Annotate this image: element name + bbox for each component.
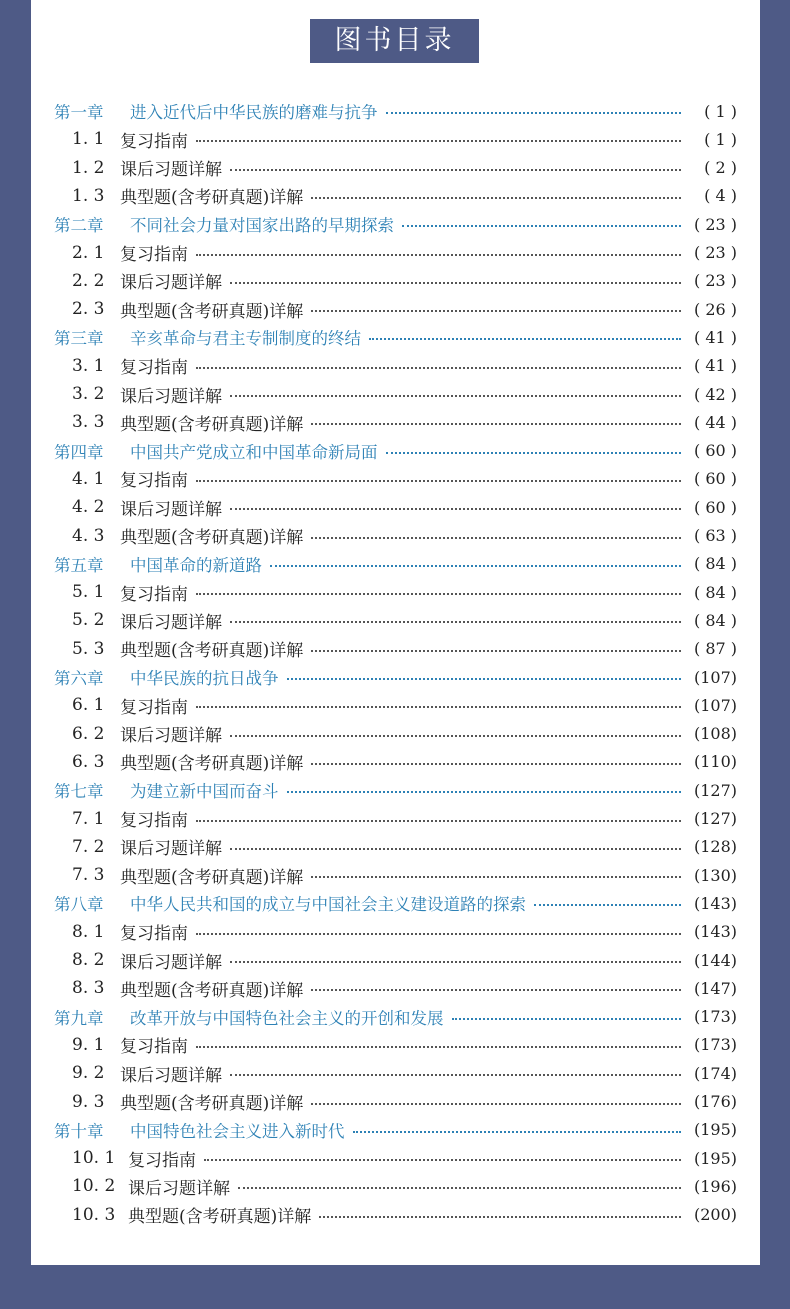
dot-leader (238, 1187, 681, 1189)
toc-section-row[interactable] (31, 1059, 760, 1087)
toc-page-number: ( 26 ) (693, 299, 737, 319)
toc-entry-title: 中国共产党成立和中国革命新局面 (130, 442, 378, 462)
toc-entry-number: 第二章 (54, 216, 104, 236)
toc-section-row[interactable] (31, 522, 760, 550)
toc-section-row[interactable] (31, 1172, 760, 1200)
toc-entry-title: 典型题(含考研真题)详解 (128, 1207, 312, 1228)
toc-entry-number: 2. 3 (72, 299, 105, 320)
toc-section-row[interactable] (31, 861, 760, 889)
toc-entry-number: 3. 1 (72, 355, 105, 376)
toc-page-number: (108) (693, 724, 737, 744)
toc-page-number: ( 60 ) (693, 469, 737, 489)
toc-entry-number: 8. 1 (72, 921, 105, 942)
toc-page-number: ( 1 ) (704, 129, 737, 149)
toc-entry-title: 课后习题详解 (120, 952, 222, 973)
toc-page-number: (128) (693, 837, 737, 857)
toc-entry-number: 第三章 (54, 329, 104, 349)
toc-page-number: ( 87 ) (693, 639, 737, 659)
toc-entry-number: 10. 3 (72, 1204, 116, 1225)
toc-entry-title: 为建立新中国而奋斗 (130, 782, 279, 802)
toc-page-number: ( 84 ) (693, 582, 737, 602)
dot-leader (319, 1216, 681, 1218)
toc-section-row[interactable] (31, 1201, 760, 1229)
toc-page-number: ( 23 ) (693, 243, 737, 262)
toc-page-number: (107) (693, 695, 737, 715)
toc-section-row[interactable] (31, 635, 760, 663)
toc-section-row[interactable] (31, 946, 760, 974)
toc-chapter-row[interactable] (31, 663, 760, 691)
toc-entry-number: 第五章 (54, 555, 104, 575)
dot-leader (204, 1159, 681, 1161)
toc-entry-number: 5. 3 (72, 638, 105, 659)
toc-entry-title: 复习指南 (120, 697, 188, 718)
toc-page (31, 0, 760, 1265)
toc-entry-title: 复习指南 (128, 1150, 196, 1171)
toc-page-number: (195) (693, 1148, 737, 1168)
toc-page-number: ( 42 ) (693, 384, 737, 404)
toc-chapter-row[interactable] (31, 210, 760, 238)
toc-entry-title: 复习指南 (120, 1037, 188, 1058)
dot-leader (230, 1074, 681, 1076)
dot-leader (196, 367, 681, 369)
toc-entry-title: 课后习题详解 (120, 499, 222, 520)
toc-entry-number: 6. 3 (72, 751, 105, 772)
toc-entry-number: 4. 3 (72, 525, 105, 546)
toc-section-row[interactable] (31, 805, 760, 833)
toc-section-row[interactable] (31, 748, 760, 776)
toc-page-number: ( 84 ) (693, 610, 737, 630)
toc-entry-number: 第四章 (54, 442, 104, 462)
toc-entry-title: 改革开放与中国特色社会主义的开创和发展 (130, 1008, 444, 1028)
toc-entry-number: 4. 2 (72, 497, 105, 518)
dot-leader (230, 169, 681, 171)
dot-leader (196, 1046, 681, 1048)
dot-leader (196, 140, 681, 142)
toc-chapter-row[interactable] (31, 1003, 760, 1031)
dot-leader (230, 735, 681, 737)
toc-entry-title: 典型题(含考研真题)详解 (120, 754, 304, 775)
toc-entry-title: 课后习题详解 (120, 726, 222, 747)
toc-section-row[interactable] (31, 691, 760, 719)
toc-page-number: (127) (693, 809, 737, 828)
toc-entry-title: 课后习题详解 (120, 386, 222, 407)
toc-entry-number: 1. 2 (72, 157, 105, 178)
toc-entry-title: 复习指南 (120, 584, 188, 605)
dot-leader (386, 112, 682, 114)
toc-page-number: (147) (693, 978, 737, 998)
toc-entry-number: 2. 1 (72, 242, 105, 263)
dot-leader (452, 1018, 682, 1020)
dot-leader (287, 791, 682, 793)
toc-page-number: ( 2 ) (704, 158, 737, 178)
toc-section-row[interactable] (31, 606, 760, 634)
toc-page-number: ( 60 ) (693, 497, 737, 517)
dot-leader (230, 961, 681, 963)
toc-section-row[interactable] (31, 1031, 760, 1059)
toc-entry-title: 典型题(含考研真题)详解 (120, 414, 304, 435)
toc-chapter-row[interactable] (31, 889, 760, 917)
toc-entry-number: 8. 3 (72, 978, 105, 999)
toc-section-row[interactable] (31, 380, 760, 408)
dot-leader (311, 197, 681, 199)
toc-entry-title: 课后习题详解 (120, 839, 222, 860)
toc-section-row[interactable] (31, 154, 760, 182)
toc-entry-number: 3. 3 (72, 412, 105, 433)
toc-entry-number: 8. 2 (72, 950, 105, 970)
toc-chapter-row[interactable] (31, 776, 760, 804)
dot-leader (311, 650, 681, 652)
dot-leader (311, 310, 681, 312)
dot-leader (287, 678, 682, 680)
toc-page-number: (107) (693, 667, 737, 687)
dot-leader (386, 452, 682, 454)
toc-page-number: ( 44 ) (693, 412, 737, 432)
dot-leader (230, 848, 681, 850)
toc-entry-title: 典型题(含考研真题)详解 (120, 980, 304, 1001)
toc-page-number: ( 4 ) (704, 186, 737, 206)
toc-entry-number: 10. 1 (72, 1148, 116, 1169)
dot-leader (230, 395, 681, 397)
toc-entry-title: 典型题(含考研真题)详解 (120, 867, 304, 888)
toc-section-row[interactable] (31, 493, 760, 521)
toc-entry-number: 7. 1 (72, 808, 105, 829)
dot-leader (230, 282, 681, 284)
toc-entry-number: 5. 2 (72, 610, 105, 631)
toc-entry-number: 5. 1 (72, 582, 105, 603)
toc-chapter-row[interactable] (31, 323, 760, 351)
toc-entry-number: 4. 1 (72, 468, 105, 489)
toc-entry-title: 课后习题详解 (120, 1065, 222, 1086)
toc-entry-title: 进入近代后中华民族的磨难与抗争 (130, 103, 378, 122)
dot-leader (196, 254, 681, 256)
toc-section-row[interactable] (31, 1088, 760, 1116)
toc-entry-title: 典型题(含考研真题)详解 (120, 301, 304, 322)
toc-page-number: ( 41 ) (693, 327, 737, 347)
toc-entry-title: 课后习题详解 (120, 273, 222, 294)
dot-leader (196, 820, 681, 822)
toc-entry-number: 第六章 (54, 669, 104, 688)
toc-entry-title: 辛亥革命与君主专制制度的终结 (130, 329, 361, 349)
toc-entry-title: 典型题(含考研真题)详解 (120, 641, 304, 662)
toc-page-number: (130) (693, 865, 737, 885)
toc-entry-number: 第一章 (54, 103, 104, 122)
toc-entry-title: 中华人民共和国的成立与中国社会主义建设道路的探索 (130, 895, 526, 915)
toc-chapter-row[interactable] (31, 97, 760, 125)
toc-section-row[interactable] (31, 267, 760, 295)
toc-page-number: (176) (693, 1092, 737, 1111)
toc-entry-title: 不同社会力量对国家出路的早期探索 (130, 216, 394, 236)
toc-entry-number: 第九章 (54, 1008, 104, 1028)
toc-entry-number: 9. 1 (72, 1034, 105, 1055)
dot-leader (196, 480, 681, 482)
toc-entry-title: 典型题(含考研真题)详解 (120, 528, 304, 548)
toc-entry-number: 10. 2 (72, 1176, 116, 1197)
toc-page-number: (110) (693, 752, 737, 772)
toc-entry-number: 7. 2 (72, 836, 105, 857)
toc-section-row[interactable] (31, 182, 760, 210)
toc-section-row[interactable] (31, 125, 760, 153)
toc-section-row[interactable] (31, 408, 760, 436)
toc-entry-number: 6. 1 (72, 695, 105, 716)
toc-section-row[interactable] (31, 352, 760, 380)
dot-leader (311, 763, 681, 765)
toc-entry-title: 复习指南 (120, 131, 188, 152)
toc-page-number: (200) (693, 1205, 737, 1225)
toc-section-row[interactable] (31, 918, 760, 946)
toc-page-number: ( 23 ) (693, 271, 737, 291)
dot-leader (311, 1103, 681, 1105)
toc-page-number: (143) (693, 893, 737, 913)
dot-leader (311, 989, 681, 991)
toc-entry-title: 典型题(含考研真题)详解 (120, 1094, 304, 1114)
toc-page-number: ( 41 ) (693, 356, 737, 376)
toc-section-row[interactable] (31, 974, 760, 1002)
toc-page-number: (196) (693, 1176, 737, 1196)
toc-entry-number: 第八章 (54, 895, 104, 915)
toc-section-row[interactable] (31, 295, 760, 323)
toc-entry-number: 6. 2 (72, 723, 105, 744)
dot-leader (196, 593, 681, 595)
toc-entry-number: 1. 3 (72, 185, 105, 206)
dot-leader (369, 338, 681, 340)
toc-section-row[interactable] (31, 578, 760, 606)
toc-page-number: (144) (693, 950, 737, 970)
dot-leader (353, 1131, 682, 1133)
toc-section-row[interactable] (31, 833, 760, 861)
toc-entry-title: 复习指南 (120, 924, 188, 945)
toc-page-number: ( 63 ) (693, 526, 737, 545)
toc-entry-title: 课后习题详解 (128, 1178, 230, 1199)
dot-leader (230, 508, 681, 510)
toc-entry-title: 典型题(含考研真题)详解 (120, 188, 304, 209)
page-title: 图书目录 (310, 19, 479, 63)
toc-chapter-row[interactable] (31, 550, 760, 578)
toc-page-number: ( 60 ) (693, 441, 737, 461)
toc-entry-title: 复习指南 (120, 245, 188, 265)
toc-entry-number: 3. 2 (72, 384, 105, 404)
dot-leader (311, 537, 681, 539)
toc-entry-title: 中国特色社会主义进入新时代 (130, 1121, 345, 1141)
toc-entry-number: 9. 2 (72, 1063, 105, 1084)
dot-leader (402, 225, 681, 227)
toc-entry-title: 复习指南 (120, 471, 188, 492)
toc-section-row[interactable] (31, 720, 760, 748)
dot-leader (270, 565, 681, 567)
toc-entry-title: 中华民族的抗日战争 (130, 669, 279, 688)
dot-leader (311, 876, 681, 878)
toc-entry-title: 课后习题详解 (120, 160, 222, 181)
toc-page-number: (195) (693, 1120, 737, 1140)
toc-entry-title: 复习指南 (120, 358, 188, 379)
toc-entry-title: 中国革命的新道路 (130, 555, 262, 575)
toc-entry-number: 9. 3 (72, 1091, 105, 1112)
toc-entry-number: 第七章 (54, 782, 104, 802)
toc-page-number: (127) (693, 780, 737, 800)
toc-section-row[interactable] (31, 465, 760, 493)
toc-section-row[interactable] (31, 239, 760, 267)
toc-entry-number: 1. 1 (72, 129, 105, 150)
dot-leader (311, 423, 681, 425)
toc-entry-title: 复习指南 (120, 811, 188, 831)
toc-page-number: ( 1 ) (704, 101, 737, 121)
toc-page-number: (173) (693, 1035, 737, 1055)
toc-chapter-row[interactable] (31, 1116, 760, 1144)
dot-leader (196, 706, 681, 708)
toc-page-number: (143) (693, 922, 737, 942)
dot-leader (534, 904, 681, 906)
toc-section-row[interactable] (31, 1144, 760, 1172)
toc-page-number: (173) (693, 1007, 737, 1027)
toc-page-number: ( 84 ) (693, 554, 737, 574)
toc-entry-number: 第十章 (54, 1121, 104, 1141)
dot-leader (230, 621, 681, 623)
toc-page-number: ( 23 ) (693, 214, 737, 234)
toc-page-number: (174) (693, 1063, 737, 1083)
dot-leader (196, 933, 681, 935)
toc-entry-title: 课后习题详解 (120, 612, 222, 633)
toc-entry-number: 2. 2 (72, 270, 105, 291)
toc-entry-number: 7. 3 (72, 865, 105, 886)
toc-chapter-row[interactable] (31, 437, 760, 465)
